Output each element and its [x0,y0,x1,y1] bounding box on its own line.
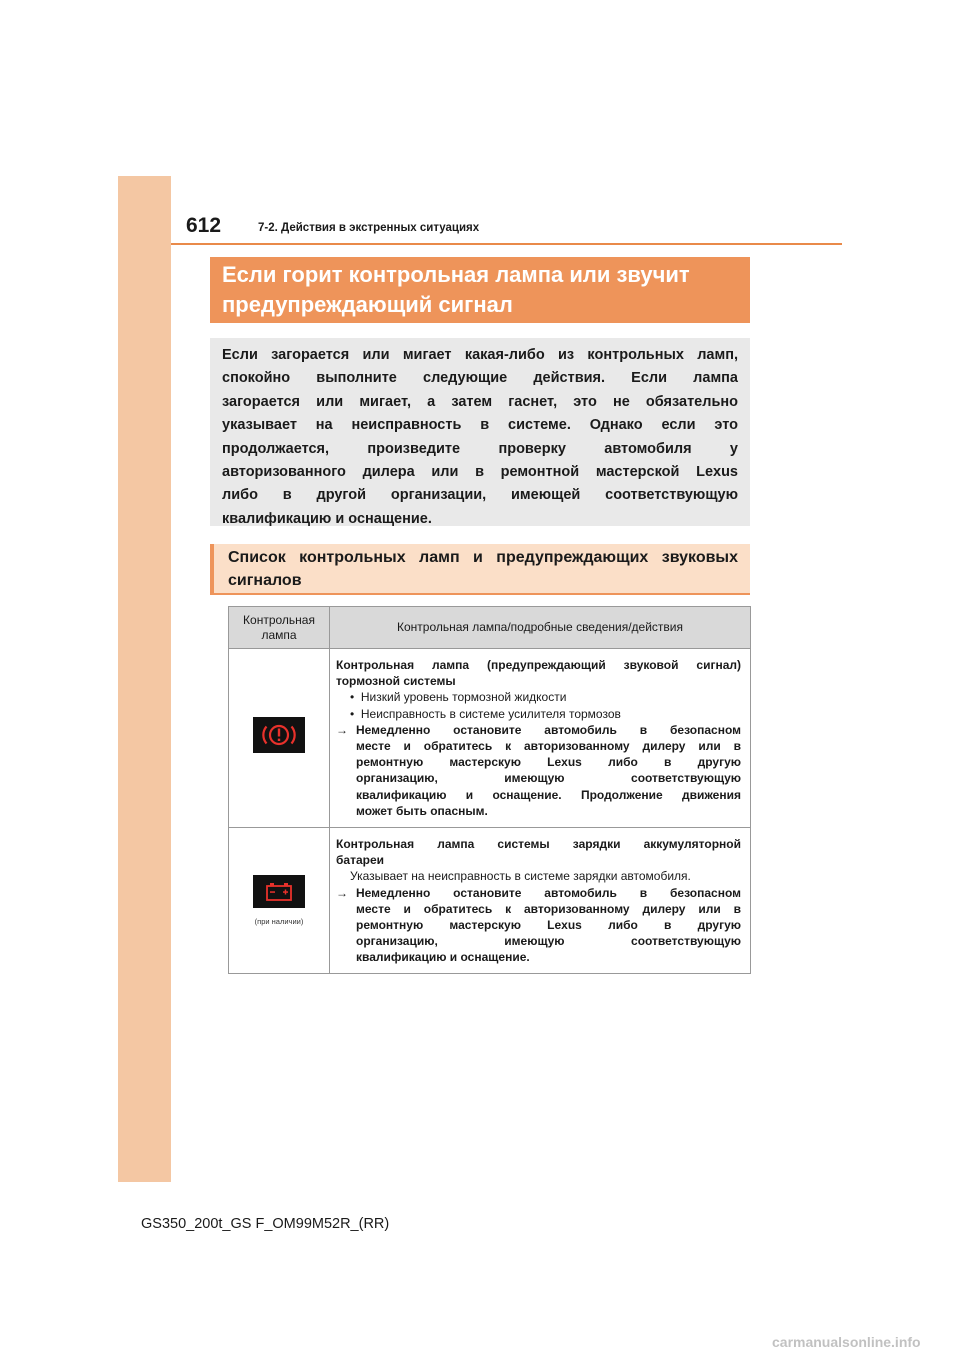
availability-note: (при наличии) [254,917,304,927]
intro-line: Если загорается или мигает какая-либо из контрольных ламп, [222,347,738,363]
bullet-item: • Неисправность в системе усилителя тормозов [350,706,621,721]
intro-line: загорается или мигает, а затем гаснет, это не обязательно [222,393,738,410]
details-cell [330,649,751,828]
table-header-row [229,607,751,649]
action-first-line [336,885,741,901]
intro-line: указывает на неисправность в системе. Однако если это [222,417,738,434]
row-title-line: Контрольная лампа системы зарядки аккумуляторной [336,836,741,851]
subheading-line: Список контрольных ламп и предупреждающих звуковых [228,549,738,566]
bullet-item: • Низкий уровень тормозной жидкости [350,690,567,705]
intro-line: спокойно выполните следующие действия. Если лампа [222,370,738,387]
lamp-cell [229,827,330,974]
column-header-lamp [229,607,330,649]
table-row [229,649,751,828]
row-title-line: Контрольная лампа (предупреждающий звуковой сигнал) [336,658,741,672]
action-line: ремонтную мастерскую Lexus либо в другую [356,755,741,770]
action-line: Немедленно остановите автомобиль в безопасном [356,722,741,737]
subheading-line: сигналов [228,572,302,589]
page-title-box [210,257,750,323]
column-header-details: Контрольная лампа/подробные сведения/действия [330,607,751,649]
battery-icon [253,875,305,908]
intro-line: квалификацию и оснащение. [222,510,432,527]
table-row [229,827,751,974]
lamp-cell [229,649,330,828]
intro-line: продолжается, произведите проверку автомобиля у [222,440,738,457]
details-cell [330,827,751,974]
action-line: ремонтную мастерскую Lexus либо в другую [356,917,741,932]
action-first-line [336,722,741,738]
arrow-icon: → [336,885,348,900]
action-line: месте и обратитесь к авторизованному дилеру или в [356,901,741,916]
column-header-lamp-line: лампа [261,627,297,642]
brake-warning-icon [253,717,305,753]
action-line: Немедленно остановите автомобиль в безопасном [356,885,741,900]
subheading-rule [210,593,750,595]
watermark-link[interactable]: carmanualsonline.info [772,1334,921,1350]
footer-model-code: GS350_200t_GS F_OM99M52R_(RR) [141,1216,390,1232]
page-number: 612 [186,214,222,237]
row-title-line: тормозной системы [336,674,456,689]
header-rule [171,243,842,245]
action-line: месте и обратитесь к авторизованному дилеру или в [356,738,741,753]
column-header-lamp-line: Контрольная [243,612,315,627]
intro-line: авторизованного дилера или в ремонтной мастерской Lexus [222,463,738,480]
warning-lights-table [228,606,751,974]
action-line: квалификацию и оснащение. [356,950,530,965]
action-line: может быть опасным. [356,803,488,818]
row-title-line: батареи [336,853,385,868]
section-header: 7-2. Действия в экстренных ситуациях [258,222,480,234]
side-tab-bar [118,176,171,1182]
arrow-icon: → [336,722,348,737]
intro-line: либо в другой организации, имеющей соответствующую [222,487,738,504]
action-line: квалификацию и оснащение. Продолжение движения [356,787,741,802]
intro-box [210,338,750,526]
action-line: организацию, имеющую соответствующую [356,771,741,786]
bullet-text: Неисправность в системе усилителя тормозов [360,706,621,721]
bullet-text: Низкий уровень тормозной жидкости [360,690,567,705]
page-title-line: Если горит контрольная лампа или звучит [222,262,690,287]
action-line: организацию, имеющую соответствующую [356,934,741,949]
row-description: Указывает на неисправность в системе зарядки автомобиля. [350,869,691,884]
page-title-line: предупреждающий сигнал [222,292,513,317]
subheading-box [210,544,750,594]
